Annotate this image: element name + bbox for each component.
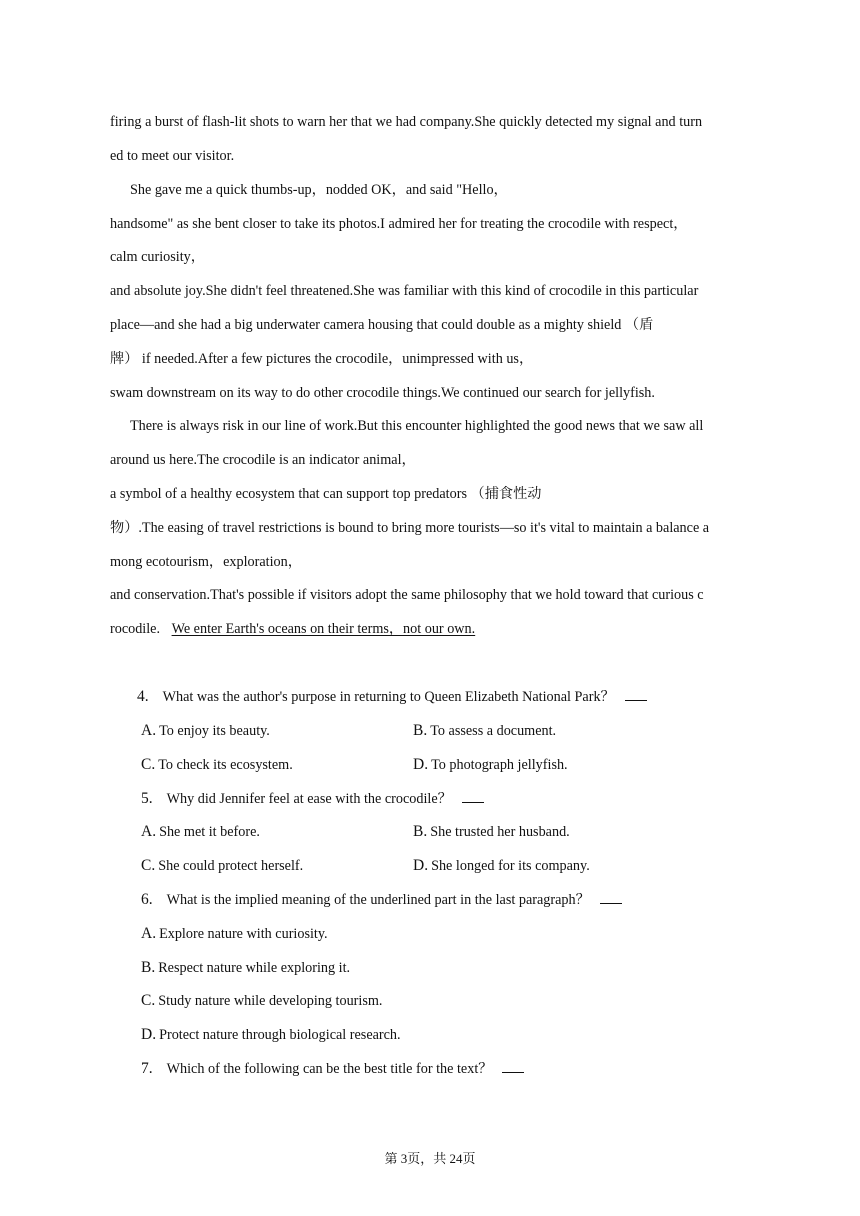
- answer-blank[interactable]: [600, 891, 622, 904]
- option-text: She could protect herself.: [158, 858, 304, 874]
- option-letter: C.: [141, 992, 156, 1009]
- option-a[interactable]: [141, 823, 260, 841]
- option-letter: B.: [413, 722, 428, 739]
- answer-blank[interactable]: [502, 1060, 524, 1073]
- option-text: To assess a document.: [430, 723, 557, 739]
- option-letter: D.: [141, 1026, 157, 1043]
- passage-line: calm curiosity，: [110, 249, 205, 265]
- page-footer: 第 3页，共 24页: [384, 1151, 476, 1166]
- passage-line: and absolute joy.She didn't feel threatened.She was familiar with this kind of crocodile in this particular: [110, 283, 699, 299]
- option-text: To check its ecosystem.: [158, 757, 293, 773]
- option-a[interactable]: [141, 722, 270, 740]
- passage-line: around us here.The crocodile is an indicator animal，: [110, 452, 416, 468]
- question-number: 7.: [141, 1060, 153, 1077]
- passage-line: mong ecotourism，exploration，: [110, 554, 302, 570]
- passage-line: She gave me a quick thumbs-up，nodded OK，and said "Hello，: [130, 182, 508, 198]
- passage-last-line: [110, 620, 475, 638]
- passage-line: and conservation.That's possible if visitors adopt the same philosophy that we hold toward that curious c: [110, 587, 704, 603]
- option-letter: D.: [413, 756, 429, 773]
- option-text: She trusted her husband.: [430, 824, 570, 840]
- question-number: 4.: [137, 688, 149, 705]
- question-number: 6.: [141, 891, 153, 908]
- question-number: 5.: [141, 790, 153, 807]
- underlined-sentence: We enter Earth's oceans on their terms，not our own.: [171, 621, 476, 637]
- question-text: Why did Jennifer feel at ease with the crocodile？: [166, 791, 452, 807]
- passage-line: There is always risk in our line of work.But this encounter highlighted the good news that we saw all: [130, 418, 704, 434]
- option-text: She longed for its company.: [431, 858, 590, 874]
- option-text: Protect nature through biological research.: [159, 1027, 401, 1043]
- option-d[interactable]: [141, 1026, 401, 1044]
- answer-blank[interactable]: [625, 688, 647, 701]
- option-b[interactable]: [413, 722, 556, 740]
- passage-line: ed to meet our visitor.: [110, 148, 235, 164]
- option-letter: A.: [141, 925, 157, 942]
- option-text: To photograph jellyfish.: [431, 757, 568, 773]
- question-text: What is the implied meaning of the underlined part in the last paragraph？: [166, 892, 590, 908]
- passage-line: a symbol of a healthy ecosystem that can support top predators （捕食性动: [110, 486, 542, 502]
- question-4: [137, 688, 647, 706]
- option-d[interactable]: [413, 756, 568, 774]
- option-text: She met it before.: [159, 824, 260, 840]
- option-c[interactable]: [141, 756, 293, 774]
- option-c[interactable]: [141, 857, 303, 875]
- question-6: [141, 891, 622, 909]
- question-text: What was the author's purpose in returning to Queen Elizabeth National Park？: [162, 689, 615, 705]
- option-letter: A.: [141, 722, 157, 739]
- option-letter: A.: [141, 823, 157, 840]
- option-letter: C.: [141, 857, 156, 874]
- option-letter: B.: [141, 959, 156, 976]
- question-7: [141, 1060, 524, 1078]
- option-text: To enjoy its beauty.: [159, 723, 270, 739]
- passage-line: handsome" as she bent closer to take its photos.I admired her for treating the crocodile with respect，: [110, 216, 688, 232]
- option-letter: D.: [413, 857, 429, 874]
- passage-line: 物）.The easing of travel restrictions is bound to bring more tourists—so it's vital to maintain a balance a: [110, 520, 710, 536]
- option-text: Study nature while developing tourism.: [158, 993, 383, 1009]
- option-c[interactable]: [141, 992, 382, 1010]
- passage-line: firing a burst of flash-lit shots to warn her that we had company.She quickly detected my signal and turn: [110, 114, 703, 130]
- passage-line: 牌） if needed.After a few pictures the crocodile，unimpressed with us，: [110, 351, 534, 367]
- passage-line: swam downstream on its way to do other crocodile things.We continued our search for jellyfish.: [110, 385, 655, 401]
- option-letter: B.: [413, 823, 428, 840]
- passage-line-start: rocodile.: [110, 621, 161, 637]
- option-d[interactable]: [413, 857, 590, 875]
- option-letter: C.: [141, 756, 156, 773]
- option-a[interactable]: [141, 925, 328, 943]
- question-5: [141, 790, 484, 808]
- question-text: Which of the following can be the best title for the text？: [166, 1061, 493, 1077]
- answer-blank[interactable]: [462, 790, 484, 803]
- option-text: Explore nature with curiosity.: [159, 926, 328, 942]
- option-b[interactable]: [141, 959, 350, 977]
- option-text: Respect nature while exploring it.: [158, 960, 351, 976]
- option-b[interactable]: [413, 823, 570, 841]
- passage-line: place—and she had a big underwater camera housing that could double as a mighty shield （盾: [110, 317, 654, 333]
